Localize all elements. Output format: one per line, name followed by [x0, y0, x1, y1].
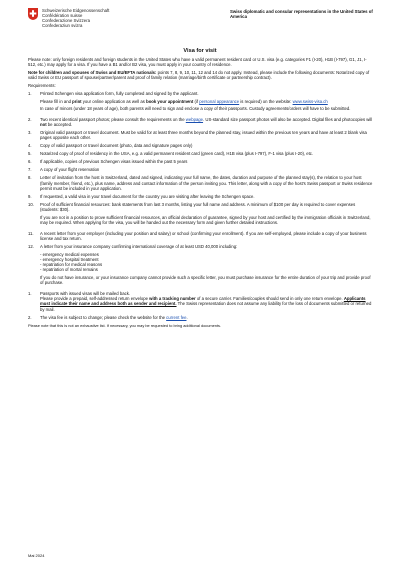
- list-item: 6. If applicable, copies of previous Schengen visas issued within the past 5 years: [28, 159, 188, 165]
- photo-requirements-link[interactable]: webpage: [185, 116, 204, 122]
- list-item: 10. Proof of sufficient financial resources: bank statements from last 3 months, listing your full name and address. A minimum of $100 per day is required to cover expenses (students: $30). If you are not in a position to prove sufficient financial resources, an official declaration of guarantee, signed by your host and certified by the immigration officials in Switzerland, may be required. When applying for the visa, you will be handed out the necessary form and given further detailed instructions.: [28, 201, 371, 225]
- list-item: 7. A copy of your flight reservation: [28, 167, 100, 173]
- swiss-visa-link[interactable]: www.swiss-visa.ch: [292, 98, 328, 104]
- list-item: 2. The visa fee is subject to change; please check the website for the current fee.: [28, 314, 188, 320]
- document-body: [28, 57, 374, 330]
- list-item: 9. If requested, a valid visa in your travel document for the country you are visiting after leaving the Schengen space.: [28, 193, 255, 199]
- swiss-crest-icon: [28, 8, 38, 20]
- federal-names: Schweizerische Eidgenossenschaft Confédération suisse Confederazione Svizzera Confederaziun svizra: [42, 8, 110, 28]
- letterhead: [28, 8, 388, 38]
- note-paragraph: Note for children and spouses of Swiss and EU/EFTA nationals: points 7, 8, 9, 10, 11, 12 and 14 do not apply. Instead, please include the following documents: Notarized copy of valid Swiss or EU passport of spouse/partner/parent and proof of family relation (marriage/birth certificate or partnership contract).: [28, 70, 370, 81]
- page-title: Visa for visit: [183, 48, 217, 54]
- list-item: 1. Passports with issued visas will be mailed back. Please provide a prepaid, self-addressed return envelope with a tracking number of a secure carrier. Families/couples should send in only one return envelope. Applicants must indicate their name and address both as sender and recipient. The Swiss representation does not assume any liability for the loss of documents submitted or returned by mail.: [28, 291, 372, 312]
- list-item: 2. Two recent identical passport photos; please consult the requirements on the webpage. US-standard size passport photos will also be accepted. Digital files and photocopies will not be accepted.: [28, 116, 373, 128]
- intro-paragraph: Please note: only foreign residents and foreign students in the United States who have a valid permanent resident card or U.S. visa (e.g. categories F1 (I-20), H1B (I-797), G1, J1, I-512, etc.) may apply for a visa. If you have a B1 and/or B2 visa, you must apply in your country of residence.: [28, 57, 367, 68]
- representation-name: Swiss diplomatic and consular representations in the United States of America: [230, 9, 373, 20]
- list-item: 4. Copy of valid passport or travel document (photo, data and signature pages only): [28, 143, 193, 149]
- personal-appearance-link[interactable]: personal appearance: [199, 98, 240, 104]
- footer-date: Mai 2024: [28, 553, 45, 558]
- requirements-label: Requirements:: [28, 83, 56, 88]
- list-item: 8. Letter of invitation from the host in Switzerland, dated and signed, indicating your full name, the dates, duration and purpose of the planned stay(s), the relation to your host (family member, friend, etc.), plus name, address and contact information of the person inviting you. This letter, along with a copy of the host's Swiss passport or Swiss residence permit must be included in your application.: [28, 175, 373, 191]
- current-fee-link[interactable]: current fee: [166, 314, 187, 320]
- list-item: 3. Original valid passport or travel document. Must be valid for at least three months beyond the planned stay, issued within the previous ten years and have at least 2 blank visa pages opposite each other.: [28, 130, 367, 141]
- disclaimer: Please note that this is not an exhaustive list. If necessary, you may be requested to bring additional documents.: [28, 322, 222, 328]
- list-item: 5. Notarized copy of proof of residency in the USA, e.g. a valid permanent resident card (green card), H1B visa (plus I-797), F-1 visa (plus I-20), etc.: [28, 151, 314, 157]
- list-item: 11. A recent letter from your employer (including your position and salary) or school (confirming your enrollment). If you are self-employed, please include a copy of your business license and tax return.: [28, 230, 367, 241]
- list-item: 12. A letter from your insurance company confirming international coverage of at least USD 40,000 including: - emergency medical expenses - emergency hospital treatment - repatriation for medical reasons - repatriation of mortal remains If you do not have insurance, or your insurance company cannot provide such a specific letter, you must purchase insurance for the entire duration of your trip and provide proof of purchase.: [28, 243, 371, 286]
- list-item: 1. Printed Schengen visa application form, fully completed and signed by the applicant. Please fill in and print your online application as well as book your appointment (if personal appearance is required) on the website: www.swiss-visa.ch In case of minors (under 18 years of age), both parents will need to sign and enclose a copy of their passports. Custody agreements/orders will have to be submitted.: [28, 90, 351, 112]
